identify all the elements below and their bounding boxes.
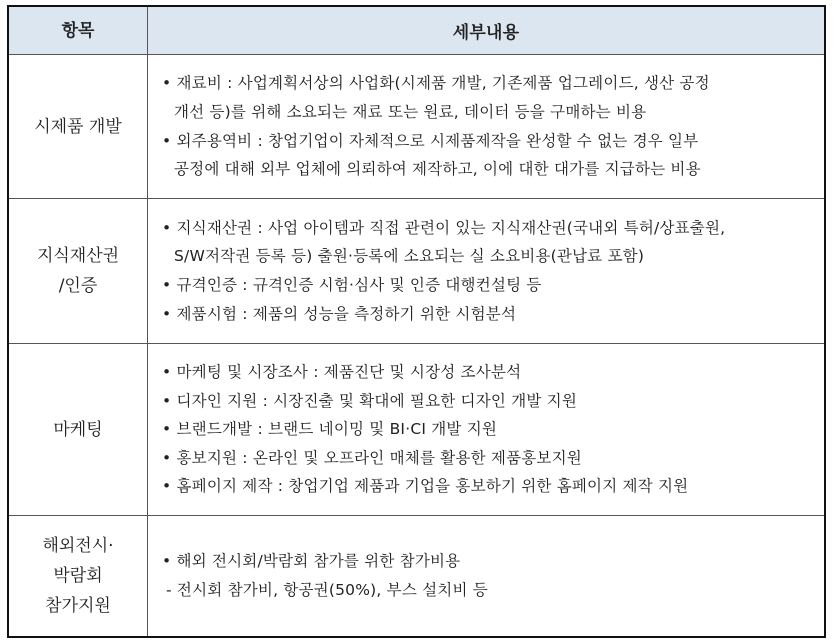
details-cell xyxy=(148,199,824,343)
detail-line: S/W저작권 등록 등) 출원·등록에 소요되는 실 소요비용(관납료 포함) xyxy=(174,247,645,266)
category-cell xyxy=(9,344,148,515)
support-items-table xyxy=(7,5,826,638)
category-cell xyxy=(9,516,148,636)
detail-line: • 지식재산권 : 사업 아이템과 직접 관련이 있는 지식재산권(국내외 특허/상표출원, xyxy=(162,218,726,237)
category-cell xyxy=(9,199,148,343)
category-label: 마케팅 xyxy=(53,419,103,440)
table-row-overseas-exhibition xyxy=(9,516,824,636)
detail-line: • 마케팅 및 시장조사 : 제품진단 및 시장성 조사분석 xyxy=(162,363,522,382)
details-cell xyxy=(148,516,824,636)
category-label: /인증 xyxy=(58,276,98,296)
category-label: 박람회 xyxy=(53,566,103,586)
detail-line: • 홈페이지 제작 : 창업기업 제품과 기업을 홍보하기 위한 홈페이지 제작 지원 xyxy=(162,477,689,496)
detail-line: • 제품시험 : 제품의 성능을 측정하기 위한 시험분석 xyxy=(162,304,517,323)
header-details: 세부내용 xyxy=(452,23,520,43)
table-row-ip-certification xyxy=(9,199,824,344)
details-cell xyxy=(148,55,824,198)
detail-line: • 해외 전시회/박람회 참가를 위한 참가비용 xyxy=(162,552,461,571)
detail-line: • 홍보지원 : 온라인 및 오프라인 매체를 활용한 제품홍보지원 xyxy=(162,448,582,467)
category-label: 지식재산권 xyxy=(36,246,120,266)
details-cell xyxy=(148,344,824,515)
category-label: 해외전시· xyxy=(42,536,114,556)
detail-line: • 브랜드개발 : 브랜드 네이밍 및 BI·CI 개발 지원 xyxy=(162,420,498,439)
table-row-marketing xyxy=(9,344,824,516)
table-row-prototype xyxy=(9,55,824,199)
detail-line: • 재료비 : 사업계획서상의 사업화(시제품 개발, 기존제품 업그레이드, 생산 공정 xyxy=(162,74,710,93)
detail-line: 개선 등)를 위해 소요되는 재료 또는 원료, 데이터 등을 구매하는 비용 xyxy=(174,102,647,121)
detail-line: • 외주용역비 : 창업기업이 자체적으로 시제품제작을 완성할 수 없는 경우 일부 xyxy=(162,131,699,150)
detail-line: 공정에 대해 외부 업체에 의뢰하여 제작하고, 이에 대한 대가를 지급하는 비용 xyxy=(174,160,701,179)
detail-line: • 규격인증 : 규격인증 시험·심사 및 인증 대행컨설팅 등 xyxy=(162,276,542,294)
detail-line: - 전시회 참가비, 항공권(50%), 부스 설치비 등 xyxy=(166,581,488,599)
category-label: 참가지원 xyxy=(45,596,111,616)
category-cell xyxy=(9,55,148,198)
header-category: 항목 xyxy=(9,7,148,54)
table-header-row xyxy=(9,7,824,55)
category-label: 시제품 개발 xyxy=(34,116,122,137)
detail-line: • 디자인 지원 : 시장진출 및 확대에 필요한 디자인 개발 지원 xyxy=(162,391,578,410)
